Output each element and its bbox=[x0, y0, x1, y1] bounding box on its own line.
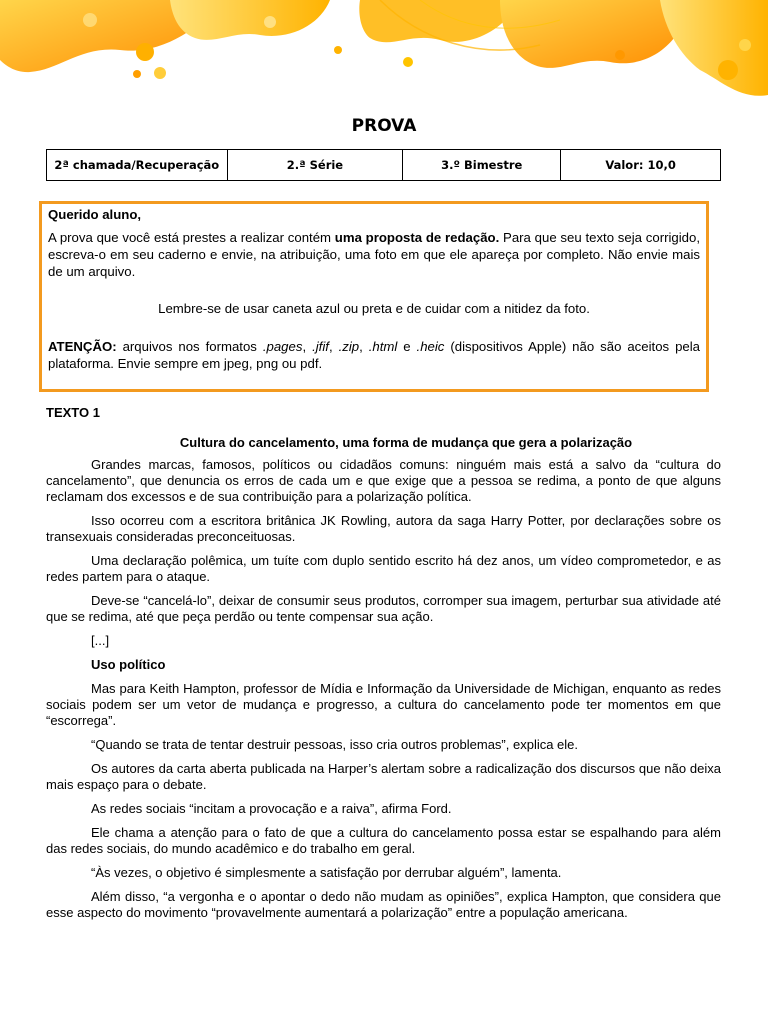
greeting: Querido aluno, bbox=[48, 207, 142, 222]
section-subtitle: Uso político bbox=[91, 657, 166, 672]
paragraph: Além disso, “a vergonha e o apontar o dedo não mudam as opiniões”, explica Hampton, que considera que esse aspecto do movimento “provavelmente aumentará a polarização” entre a população americana. bbox=[46, 889, 721, 920]
separator: , bbox=[359, 339, 369, 354]
info-cell-chamada: 2ª chamada/Recuperação bbox=[47, 150, 228, 181]
paragraph: Ele chama a atenção para o fato de que a cultura do cancelamento possa estar se espalhando para além das redes sociais, do mundo acadêmico e do trabalho em geral. bbox=[46, 825, 721, 856]
format-html: .html bbox=[368, 339, 398, 354]
format-heic: .heic bbox=[416, 339, 445, 354]
decorative-banner bbox=[0, 0, 768, 110]
paragraph: Mas para Keith Hampton, professor de Mídia e Informação da Universidade de Michigan, enquanto as redes sociais podem ser um vetor de mudança e progresso, a cultura do cancelamento pode ter momentos em que “escorrega”. bbox=[46, 681, 721, 728]
paragraph: As redes sociais “incitam a provocação e a raiva”, afirma Ford. bbox=[91, 801, 452, 816]
reminder: Lembre-se de usar caneta azul ou preta e de cuidar com a nitidez da foto. bbox=[158, 301, 590, 316]
paragraph: Isso ocorreu com a escritora britânica JK Rowling, autora da saga Harry Potter, por declarações sobre os transexuais consideradas preconceituosas. bbox=[46, 513, 721, 544]
format-zip: .zip bbox=[338, 339, 360, 354]
info-cell-serie: 2.ª Série bbox=[227, 150, 403, 181]
intro-text: A prova que você está prestes a realizar contém bbox=[48, 230, 335, 245]
format-jfif: .jfif bbox=[312, 339, 329, 354]
separator: , bbox=[328, 339, 339, 354]
exam-info-table bbox=[46, 149, 721, 181]
text-label: TEXTO 1 bbox=[46, 405, 100, 420]
intro-bold: uma proposta de redação. bbox=[334, 230, 500, 245]
page-title: PROVA bbox=[351, 116, 417, 136]
warning-paragraph bbox=[48, 338, 700, 372]
paragraph: Os autores da carta aberta publicada na Harper’s alertam sobre a radicalização dos discursos que não deixa mais espaço para o debate. bbox=[46, 761, 721, 792]
info-cell-valor: Valor: 10,0 bbox=[561, 150, 721, 181]
paragraph: “Às vezes, o objetivo é simplesmente a satisfação por derrubar alguém”, lamenta. bbox=[91, 865, 562, 880]
text-section bbox=[46, 405, 721, 929]
paragraph: Deve-se “cancelá-lo”, deixar de consumir seus produtos, corromper sua imagem, perturbar sua atividade até que se redima, até que peça perdão ou tente compensar sua ação. bbox=[46, 593, 721, 624]
instructions-box bbox=[39, 201, 709, 392]
info-cell-bimestre: 3.º Bimestre bbox=[403, 150, 561, 181]
warning-text: arquivos nos formatos bbox=[116, 339, 263, 354]
warning-label: ATENÇÃO: bbox=[48, 339, 117, 354]
separator: e bbox=[397, 339, 417, 354]
article-title: Cultura do cancelamento, uma forma de mudança que gera a polarização bbox=[179, 435, 633, 450]
ellipsis: [...] bbox=[91, 633, 110, 648]
warning-text-2: (dispositivos Apple) não são aceitos pela plataforma. Envie sempre em jpeg, png ou pdf. bbox=[48, 339, 701, 371]
paragraph: “Quando se trata de tentar destruir pessoas, isso cria outros problemas”, explica ele. bbox=[91, 737, 579, 752]
intro-text-2: Para que seu texto seja corrigido, escreva-o em seu caderno e envie, na atribuição, uma foto em que ele apareça por completo. Não envie mais de um arquivo. bbox=[48, 230, 700, 279]
paragraph: Uma declaração polêmica, um tuíte com duplo sentido escrito há dez anos, um vídeo comprometedor, e as redes partem para o ataque. bbox=[46, 553, 721, 584]
intro-paragraph bbox=[48, 229, 700, 280]
separator: , bbox=[302, 339, 313, 354]
format-pages: .pages bbox=[262, 339, 303, 354]
paragraph: Grandes marcas, famosos, políticos ou cidadãos comuns: ninguém mais está a salvo da “cultura do cancelamento”, que denuncia os erros de cada um e que exige que a pessoa se redima, a ponto de que alguns reclamam dos excessos e de sua contribuição para a polarização política. bbox=[46, 457, 721, 504]
